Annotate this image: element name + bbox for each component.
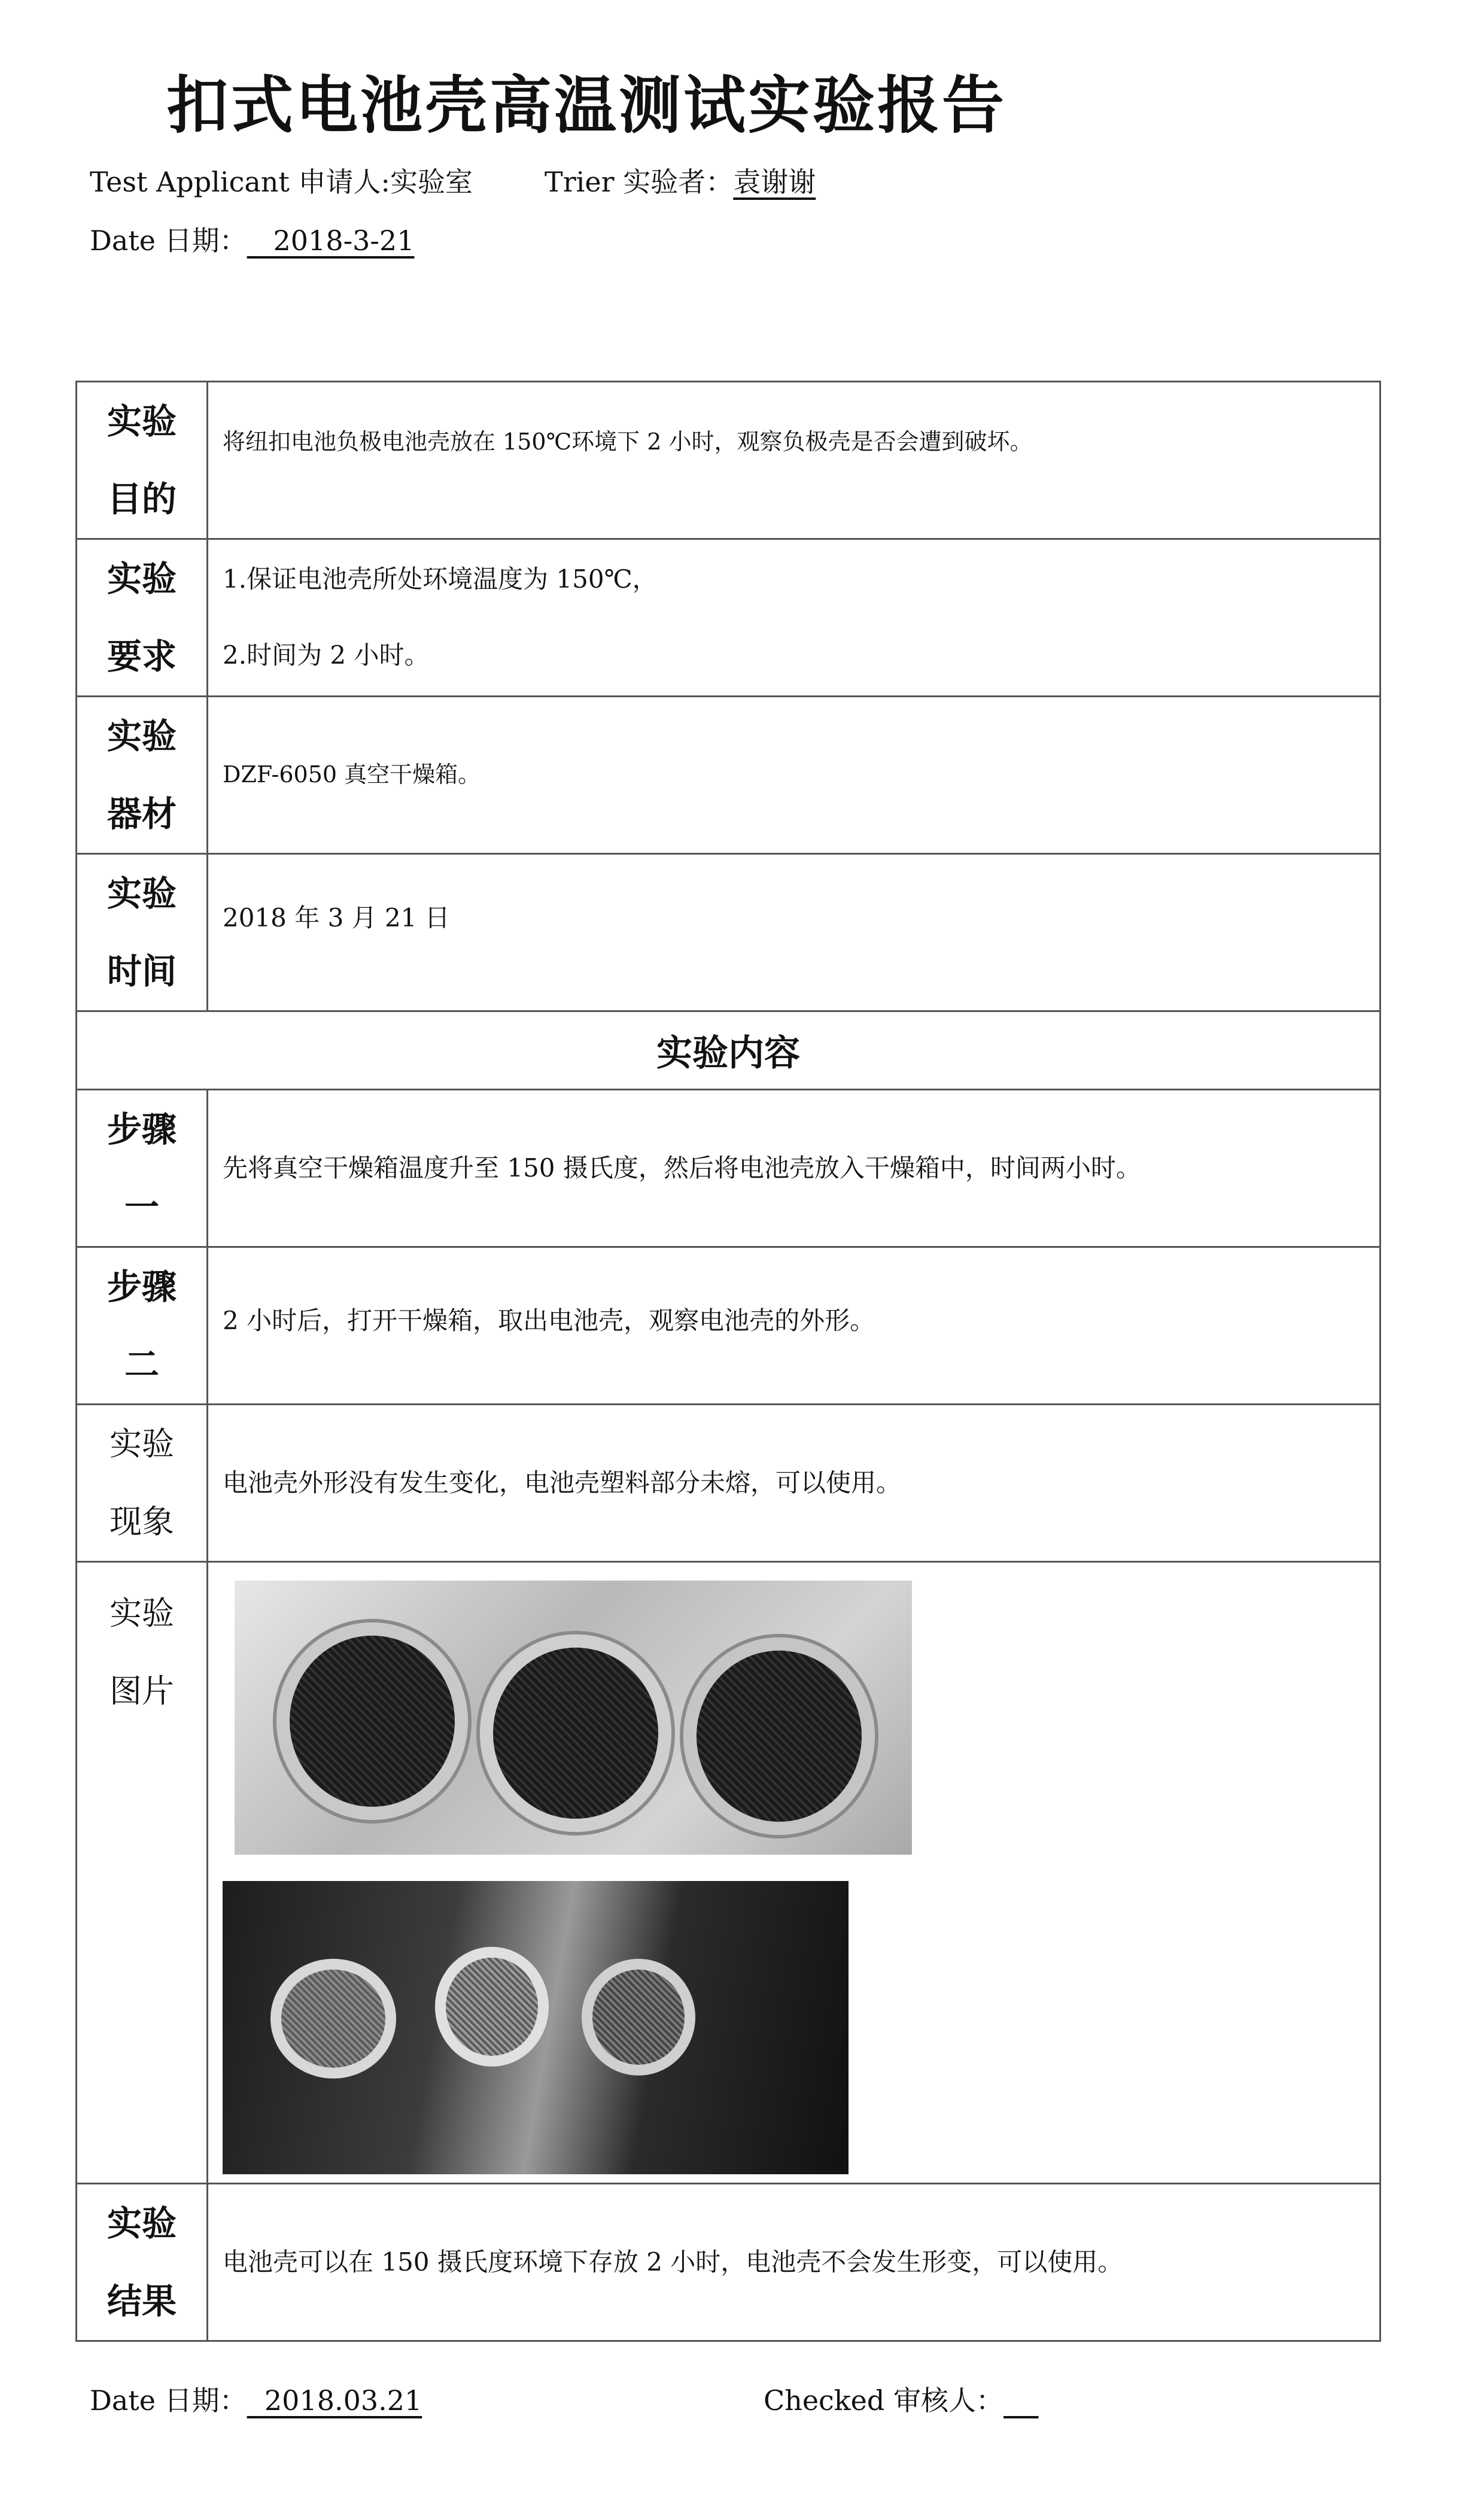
result-label: 实验 结果 bbox=[77, 2184, 208, 2341]
row-pictures bbox=[77, 1562, 1380, 2184]
row-purpose bbox=[77, 382, 1380, 539]
requirements-label: 实验 要求 bbox=[77, 539, 208, 697]
row-step1 bbox=[77, 1090, 1380, 1247]
result-text: 电池壳可以在 150 摄氏度环境下存放 2 小时，电池壳不会发生形变，可以使用。 bbox=[208, 2184, 1380, 2341]
report-table bbox=[75, 381, 1381, 2342]
row-equipment bbox=[77, 697, 1380, 854]
equipment-text: DZF-6050 真空干燥箱。 bbox=[208, 697, 1380, 854]
time-text: 2018 年 3 月 21 日 bbox=[208, 854, 1380, 1011]
requirements-text: 1.保证电池壳所处环境温度为 150℃， 2.时间为 2 小时。 bbox=[208, 539, 1380, 697]
footer-date-value: 2018.03.21 bbox=[264, 2384, 422, 2417]
report-title: 扣式电池壳高温测试实验报告 bbox=[166, 69, 1006, 142]
step1-text: 先将真空干燥箱温度升至 150 摄氏度，然后将电池壳放入干燥箱中，时间两小时。 bbox=[208, 1090, 1380, 1247]
footer-date bbox=[90, 2379, 422, 2418]
step2-label: 步骤 二 bbox=[77, 1247, 208, 1405]
applicant-label: Test Applicant 申请人: bbox=[90, 166, 391, 198]
experiment-photo-2 bbox=[223, 1881, 849, 2174]
pictures-cell bbox=[208, 1562, 1380, 2184]
checked-blank bbox=[1003, 2384, 1039, 2417]
phenomenon-text: 电池壳外形没有发生变化，电池壳塑料部分未熔，可以使用。 bbox=[208, 1405, 1380, 1562]
applicant-value: 实验室 bbox=[390, 166, 473, 198]
applicant-line bbox=[90, 160, 816, 200]
date-label: Date 日期： bbox=[90, 224, 247, 257]
trier-label: Trier 实验者： bbox=[545, 166, 734, 198]
phenomenon-label: 实验 现象 bbox=[77, 1405, 208, 1562]
time-label: 实验 时间 bbox=[77, 854, 208, 1011]
row-time bbox=[77, 854, 1380, 1011]
row-content-header bbox=[77, 1011, 1380, 1090]
trier-value: 袁谢谢 bbox=[733, 166, 816, 198]
date-line bbox=[90, 219, 414, 259]
purpose-label: 实验 目的 bbox=[77, 382, 208, 539]
row-requirements bbox=[77, 539, 1380, 697]
checked-label: Checked 审核人： bbox=[764, 2384, 1003, 2417]
step1-label: 步骤 一 bbox=[77, 1090, 208, 1247]
experiment-photo-1 bbox=[235, 1581, 912, 1855]
step2-text: 2 小时后，打开干燥箱，取出电池壳，观察电池壳的外形。 bbox=[208, 1247, 1380, 1405]
date-value: 2018-3-21 bbox=[273, 224, 415, 257]
pictures-label: 实验 图片 bbox=[77, 1562, 208, 2184]
purpose-text: 将纽扣电池负极电池壳放在 150℃环境下 2 小时，观察负极壳是否会遭到破坏。 bbox=[208, 382, 1380, 539]
footer-checked bbox=[764, 2379, 1038, 2418]
equipment-label: 实验 器材 bbox=[77, 697, 208, 854]
row-phenomenon bbox=[77, 1405, 1380, 1562]
content-header: 实验内容 bbox=[77, 1011, 1380, 1090]
row-result bbox=[77, 2184, 1380, 2341]
row-step2 bbox=[77, 1247, 1380, 1405]
footer-date-label: Date 日期： bbox=[90, 2384, 247, 2417]
